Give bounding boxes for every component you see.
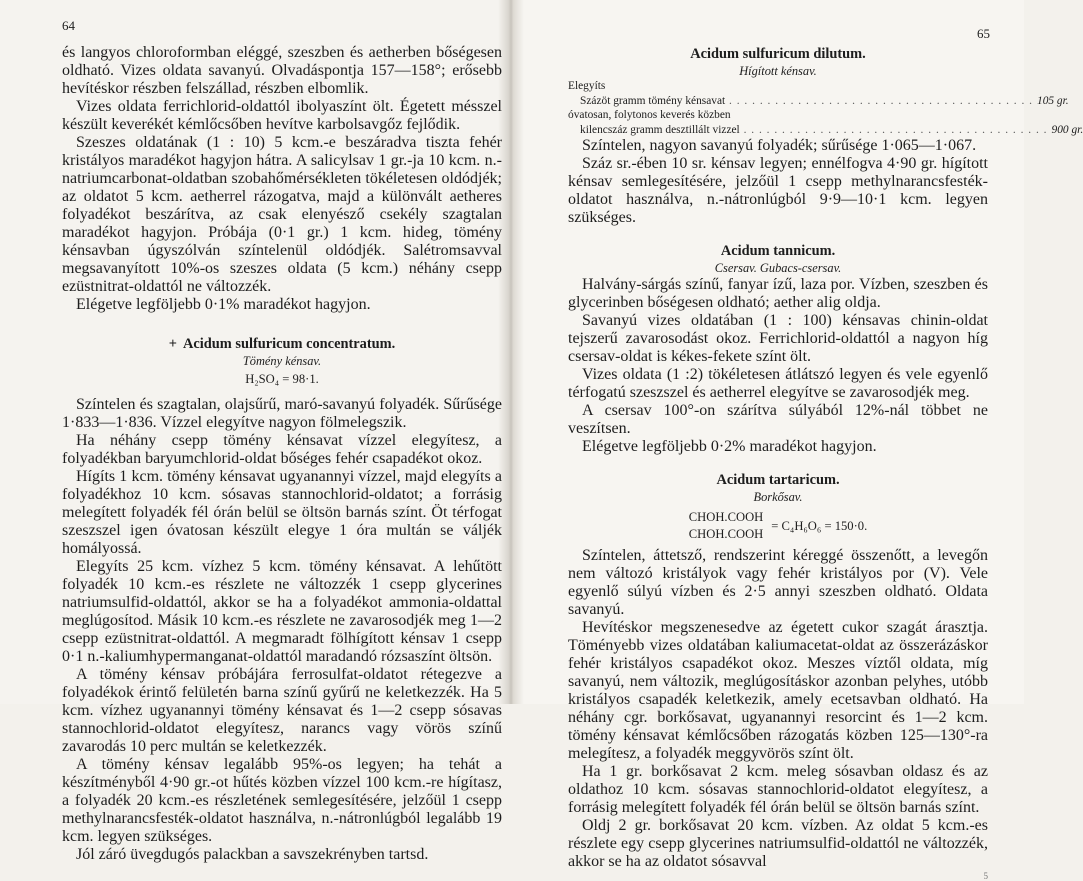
formula-stack (689, 509, 764, 543)
formula-line: CHOH.COOH (688, 510, 764, 525)
formula-result: = C₄H₆O₆ = 150·0. (771, 518, 868, 533)
recipe-amount: 900 gr. (1051, 123, 1083, 136)
paragraph: Hígíts 1 kcm. tömény kénsavat ugyanannyi vízzel, majd elegyíts a folyadékhoz 10 kcm. sósavas stannochlorid-oldatot; a forrásig melegített folyadék fél órán belül se öltsön barnás színt. Öt térfogat szeszszel igen óvatosan készült elegye 1 óra multán se váljék homályossá. (62, 468, 502, 557)
right-page-number: 65 (977, 26, 990, 41)
recipe-text: kilencszáz gramm desztillált vizzel (580, 123, 740, 136)
left-page-number: 64 (62, 18, 75, 33)
section-title: Acidum tannicum. (720, 243, 836, 260)
paragraph: A tömény kénsav legalább 95%-os legyen; ha tehát a készítményből 4·90 gr.-ot hűtés közben vízzel 100 kcm.-re hígítasz, a folyadék 20 kcm.-es részletének semlegesítésére, jelzőül 1 csepp methylnarancsfesték-oldatot használva, n.-nátronlúgból legalább 19 kcm. legyen szükséges. (62, 756, 502, 845)
paragraph: A csersav 100°-on szárítva súlyából 12%-nál többet ne veszítsen. (568, 402, 988, 438)
recipe-amount: 105 gr. (1037, 94, 1069, 107)
structural-formula (568, 509, 988, 543)
paragraph: A tömény kénsav próbájára ferrosulfat-oldatot rétegezve a folyadékok érintő felületén barna színű gyűrű ne keletkezzék. Ha 5 kcm. vízhez ugyanannyi tömény kénsavat és 1—2 csepp sósavas stannochlorid-oldatot elegyítesz, narancs vagy vörös színű zavarodás 10 perc multán se keletkezzék. (62, 666, 502, 755)
section-subtitle: Hígított kénsav. (739, 64, 817, 78)
paragraph: Hevítéskor megszenesedve az égetett cukor szagát árasztja. Töményebb vizes oldatában kaliumacetat-oldat az összerázáskor fehér kristályos csapadékot okoz. Meszes víztől oldata, míg savanyú, nem változik, meglúgosításkor azonban pelyhes, utóbb kristályos csapadék keletkezik, amely ecetsavban oldható. Ha néhány cgr. borkősavat, ugyanannyi resorcint és 1—2 kcm. tömény kénsavat kémlőcsőben rázogatás közben 125—130°-ra melegítesz, a folyadék meggyvörös színt ölt. (568, 619, 988, 763)
paragraph: Ha néhány csepp tömény kénsavat vízzel elegyítesz, a folyadékban baryumchlorid-oldat bőséges fehér csapadékot okoz. (62, 432, 502, 467)
paragraph: Elégetve legföljebb 0·2% maradékot hagyjon. (582, 438, 877, 456)
paragraph: Száz sr.-ében 10 sr. kénsav legyen; ennélfogva 4·90 gr. hígított kénsav semlegesítésére, jelzőül 1 csepp methylnarancsfesték-oldatot használva, n.-nátronlúgból 9·9—10·1 kcm. legyen szükséges. (568, 155, 988, 227)
section-title: Acidum sulfuricum concentratum. (182, 336, 396, 352)
section-subtitle: Borkősav. (753, 490, 803, 505)
paragraph: Színtelen, nagyon savanyú folyadék; sűrűsége 1·065—1·067. (582, 137, 977, 155)
recipe-row (568, 94, 1069, 109)
section-heading (62, 336, 502, 353)
paragraph: Szeszes oldatának (1 : 10) 5 kcm.-e beszáradva tiszta fehér kristályos maradékot hagyjon hátra. A salicylsav 1 gr.-ja 10 kcm. n.-natriumcarbonat-oldatban szobahőmérsékleten tökéletesen oldódjék; az oldatot 5 kcm. aetherrel rázogatva, majd a különvált aetheres folyadékot beszárítva, az csak elenyésző csekély szagtalan maradékot hagyjon. Próbája (0·1 gr.) 1 kcm. hideg, tömény kénsavban úgyszólván színtelenül oldódjék. Salétromsavval megsavanyított 10%-os szeszes oldata (5 kcm.) néhány csepp ezüstnitrat-oldattól ne változzék. (62, 134, 502, 295)
section-title: Acidum tartaricum. (716, 472, 840, 489)
leader-dots: . . . . . . . . . . . . . . . . . . . . . . . . . . . . . . . . . . . . . . . . (725, 94, 1033, 107)
section-title: Acidum sulfuricum dilutum. (690, 46, 866, 62)
recipe (568, 79, 1083, 137)
section-subtitle: Tömény kénsav. (242, 354, 322, 368)
paragraph: Ha 1 gr. borkősavat 2 kcm. meleg sósavban oldasz és az oldathoz 10 kcm. sósavas stannochlorid-oldatot elegyítesz, a forrásig melegített folyadék fél órán belül se öltsön barnás színt. (568, 763, 988, 817)
right-page-body (568, 46, 1083, 881)
paragraph: Savanyú vizes oldatában (1 : 100) kénsavas chinin-oldat tejszerű zavarosodást okoz. Ferrichlorid-oldattól a nagyon híg csersav-oldat is kékes-fekete színt ölt. (568, 312, 988, 366)
recipe-intro: Elegyíts (568, 80, 606, 92)
recipe-text: óvatosan, folytonos keverés közben (568, 109, 731, 122)
footer-mark: 5 (983, 871, 988, 881)
paragraph: Színtelen és szagtalan, olajsűrű, maró-savanyú folyadék. Sűrűsége 1·833—1·836. Vízzel elegyítve nagyon fölmelegszik. (62, 396, 502, 431)
recipe-text: Százöt gramm tömény kénsavat (580, 94, 726, 107)
paragraph: Jól záró üvegdugós palackban a savszekrényben tartsd. (76, 846, 429, 863)
cross-icon: + (168, 336, 177, 352)
paragraph: Vizes oldata ferrichlorid-oldattól ibolyaszínt ölt. Égetett mésszel készült keverékét kémlőcsőben hevítve karbolsavgőz fejlődik. (62, 98, 502, 133)
paragraph: Elégetve legföljebb 0·1% maradékot hagyjon. (76, 296, 371, 313)
paragraph: Oldj 2 gr. borkősavat 20 kcm. vízben. Az oldat 5 kcm.-es részlete egy csepp glycerines natriumsulfid-oldattól ne változzék, akkor se ha az oldatot sósavval (568, 817, 988, 871)
left-page-body (62, 44, 502, 864)
paragraph: és langyos chloroformban eléggé, szeszben és aetherben bőségesen oldható. Vizes oldata savanyú. Olvadáspontja 157—158°; erősebb hevítéskor részben felszállad, részben elbomlik. (62, 44, 502, 97)
paragraph: Színtelen, áttetsző, rendszerint kéreggé összenőtt, a levegőn nem változó kristályok vagy fehér kristályos por (V). Vele egyenlő súlyú vízben és 2·5 annyi szeszben oldható. Oldata savanyú. (568, 547, 988, 619)
section-subtitle: Csersav. Gubacs-csersav. (714, 261, 842, 276)
leader-dots: . . . . . . . . . . . . . . . . . . . . . . . . . . . . . . . . . . . . . . . . (739, 123, 1048, 136)
paragraph: Elegyíts 25 kcm. vízhez 5 kcm. tömény kénsavat. A lehűtött folyadék 10 kcm.-es részlete ne változzék 1 csepp glycerines natriumsulfid-oldattól, akkor se ha a folyadékot ammonia-oldattal meglúgosítod. Másik 10 kcm.-es részlete ne zavarosodjék meg 1—2 csepp ezüstnitrat-oldattól. A megmaradt fölhígított kénsav 1 csepp 0·1 n.-kaliumhypermanganat-oldattól maradandó rózsaszínt öltsön. (62, 558, 502, 665)
recipe-row (568, 108, 988, 123)
paragraph: Vizes oldata (1 :2) tökéletesen átlátszó legyen és vele egyenlő térfogatú szeszszel és aetherrel elegyítve se zavarosodjék meg. (568, 366, 988, 402)
formula-line: CHOH.COOH (688, 527, 764, 542)
chemical-formula: H₂SO₄ = 98·1. (245, 372, 319, 386)
paragraph: Halvány-sárgás színű, fanyar ízű, laza por. Vízben, szeszben és glycerinben bőségesen oldható; aether alig oldja. (568, 276, 988, 312)
recipe-row (568, 123, 1083, 138)
